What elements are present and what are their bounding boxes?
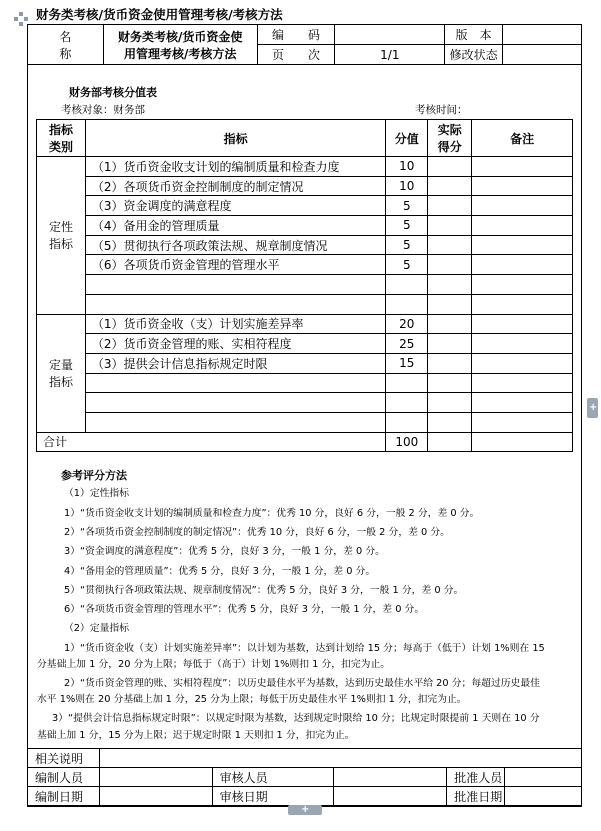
actual-score-cell[interactable] (428, 393, 472, 413)
actual-score-cell[interactable] (428, 334, 472, 354)
total-remark[interactable] (472, 432, 573, 452)
indicator-cell: （1）货币资金收（支）计划实施差异率 (85, 314, 385, 334)
table-row (37, 334, 573, 354)
review-date-label: 审核日期 (212, 787, 334, 806)
method-line: 1）“货币资金收（支）计划实施差异率”：以计划为基数，达到计划给 15 分；每高于（低于）计划 1%则在 15 (64, 643, 545, 654)
score-cell (386, 393, 428, 413)
expand-bottom-icon[interactable]: + (288, 805, 322, 815)
score-cell: 20 (386, 314, 428, 334)
name-value: 财务类考核/货币资金使 用管理考核/考核方法 (103, 25, 257, 65)
approve-date-value[interactable] (505, 787, 582, 806)
table-row (37, 373, 573, 393)
actual-score-cell[interactable] (428, 255, 472, 275)
notes-value[interactable] (99, 749, 581, 768)
remark-cell[interactable] (472, 176, 573, 196)
notes-label: 相关说明 (28, 749, 100, 768)
remark-cell[interactable] (472, 373, 573, 393)
score-cell: 5 (386, 235, 428, 255)
indicator-cell: （1）货币资金收支计划的编制质量和检查力度 (85, 157, 385, 177)
score-cell: 10 (386, 176, 428, 196)
qualitative-category: 定性 指标 (37, 157, 86, 315)
name-label: 名 称 (28, 25, 104, 65)
method-line: 4）“备用金的管理质量”：优秀 5 分，良好 3 分，一般 1 分，差 0 分。 (64, 566, 376, 577)
method-line: 水平 1%则在 20 分基础上加 1 分，25 分为上限；每低于历史最佳水平 1%则扣 1 分，扣完为止。 (37, 694, 467, 705)
total-label: 合计 (37, 432, 386, 452)
total-actual[interactable] (428, 432, 472, 452)
revision-value (503, 45, 582, 65)
actual-score-cell[interactable] (428, 176, 472, 196)
assessment-object: 考核对象：财务部 (61, 104, 145, 116)
version-value (503, 25, 582, 45)
prepare-date-value[interactable] (99, 787, 212, 806)
preparer-value[interactable] (99, 768, 212, 787)
table-row (37, 393, 573, 413)
total-score: 100 (386, 432, 428, 452)
indicator-cell (85, 393, 385, 413)
table-row (37, 157, 573, 177)
remark-cell[interactable] (472, 334, 573, 354)
document-title: 财务类考核/货币资金使用管理考核/考核方法 (36, 7, 283, 22)
indicator-cell (85, 275, 385, 295)
header-indicator: 指标 (85, 120, 385, 157)
actual-score-cell[interactable] (428, 314, 472, 334)
prepare-date-label: 编制日期 (28, 787, 100, 806)
actual-score-cell[interactable] (428, 373, 472, 393)
expand-right-icon[interactable]: + (587, 398, 598, 418)
reviewer-label: 审核人员 (212, 768, 334, 787)
table-row (37, 216, 573, 236)
table-row (37, 412, 573, 432)
header-table (27, 24, 582, 65)
score-cell: 25 (386, 334, 428, 354)
actual-score-cell[interactable] (428, 275, 472, 295)
table-subtitle: 财务部考核分值表 (69, 86, 157, 99)
method-line: 6）“各项货币资金管理的管理水平”：优秀 5 分，良好 3 分，一般 1 分，差 0 分。 (64, 604, 425, 615)
actual-score-cell[interactable] (428, 157, 472, 177)
method-line: （2）定量指标 (64, 623, 130, 634)
header-remark: 备注 (472, 120, 573, 157)
method-line: 5）“贯彻执行各项政策法规、规章制度情况”：优秀 5 分，良好 3 分，一般 1 分，差 0 分。 (64, 585, 464, 596)
score-cell: 5 (386, 196, 428, 216)
table-row (37, 176, 573, 196)
indicator-cell: （6）各项货币资金管理的管理水平 (85, 255, 385, 275)
approver-value[interactable] (505, 768, 582, 787)
remark-cell[interactable] (472, 196, 573, 216)
indicator-cell (85, 294, 385, 314)
indicator-cell (85, 373, 385, 393)
actual-score-cell[interactable] (428, 196, 472, 216)
total-row (37, 432, 573, 452)
score-table (36, 119, 573, 452)
version-label: 版 本 (445, 25, 503, 45)
score-cell (386, 294, 428, 314)
remark-cell[interactable] (472, 393, 573, 413)
remark-cell[interactable] (472, 294, 573, 314)
remark-cell[interactable] (472, 235, 573, 255)
revision-label: 修改状态 (445, 45, 503, 65)
page-label: 页 次 (257, 45, 335, 65)
score-cell (386, 373, 428, 393)
method-line: 分基础上加 1 分，20 分为上限；每低于（高于）计划 1%则扣 1 分，扣完为止。 (37, 659, 391, 670)
approver-label: 批准人员 (447, 768, 505, 787)
remark-cell[interactable] (472, 157, 573, 177)
method-line: 3）“资金调度的满意程度”：优秀 5 分，良好 3 分，一般 1 分，差 0 分。 (64, 546, 385, 557)
method-line: 3）“提供会计信息指标规定时限”：以规定时限为基数，达到规定时限给 10 分；比规定时限提前 1 天则在 10 分 (52, 713, 540, 724)
table-row (37, 294, 573, 314)
header-actual: 实际 得分 (428, 120, 472, 157)
score-cell: 5 (386, 255, 428, 275)
method-line: 1）“货币资金收支计划的编制质量和检查力度”：优秀 10 分，良好 6 分，一般 2 分，差 0 分。 (64, 508, 480, 519)
table-row (37, 235, 573, 255)
score-cell: 5 (386, 216, 428, 236)
approve-date-label: 批准日期 (447, 787, 505, 806)
score-cell: 10 (386, 157, 428, 177)
table-row (37, 314, 573, 334)
table-row (37, 255, 573, 275)
remark-cell[interactable] (472, 353, 573, 373)
score-cell (386, 275, 428, 295)
actual-score-cell[interactable] (428, 412, 472, 432)
actual-score-cell[interactable] (428, 294, 472, 314)
score-cell: 15 (386, 353, 428, 373)
remark-cell[interactable] (472, 216, 573, 236)
method-line: 2）“货币资金管理的账、实相符程度”：以历史最佳水平为基数，达到历史最佳水平给 20 分；每超过历史最佳 (64, 678, 540, 689)
indicator-cell: （4）备用金的管理质量 (85, 216, 385, 236)
remark-cell[interactable] (472, 275, 573, 295)
quantitative-category: 定量 指标 (37, 314, 86, 432)
preparer-label: 编制人员 (28, 768, 100, 787)
indicator-cell: （3）提供会计信息指标规定时限 (85, 353, 385, 373)
move-handle-icon[interactable] (14, 11, 28, 25)
indicator-cell: （3）资金调度的满意程度 (85, 196, 385, 216)
reviewer-value[interactable] (334, 768, 447, 787)
actual-score-cell[interactable] (428, 216, 472, 236)
remark-cell[interactable] (472, 255, 573, 275)
table-row (37, 275, 573, 295)
actual-score-cell[interactable] (428, 235, 472, 255)
indicator-cell: （2）各项货币资金控制制度的制定情况 (85, 176, 385, 196)
table-row (37, 353, 573, 373)
code-label: 编 码 (257, 25, 335, 45)
score-cell (386, 412, 428, 432)
header-category: 指标 类别 (37, 120, 86, 157)
table-row (37, 196, 573, 216)
actual-score-cell[interactable] (428, 353, 472, 373)
indicator-cell: （2）货币资金管理的账、实相符程度 (85, 334, 385, 354)
indicator-cell (85, 412, 385, 432)
review-date-value[interactable] (334, 787, 447, 806)
indicator-cell: （5）贯彻执行各项政策法规、规章制度情况 (85, 235, 385, 255)
footer-table (27, 748, 582, 806)
remark-cell[interactable] (472, 314, 573, 334)
header-score: 分值 (386, 120, 428, 157)
remark-cell[interactable] (472, 412, 573, 432)
method-line: （1）定性指标 (64, 488, 130, 499)
code-value (335, 25, 445, 45)
page-value: 1/1 (335, 45, 445, 65)
method-title: 参考评分方法 (61, 469, 127, 482)
method-line: 2）“各项货币资金控制制度的制定情况”：优秀 10 分，良好 6 分，一般 2 分，差 0 分。 (64, 527, 450, 538)
method-line: 基础上加 1 分，15 分为上限；迟于规定时限 1 天则扣 1 分，扣完为止。 (37, 730, 355, 741)
assessment-time: 考核时间： (415, 104, 468, 116)
